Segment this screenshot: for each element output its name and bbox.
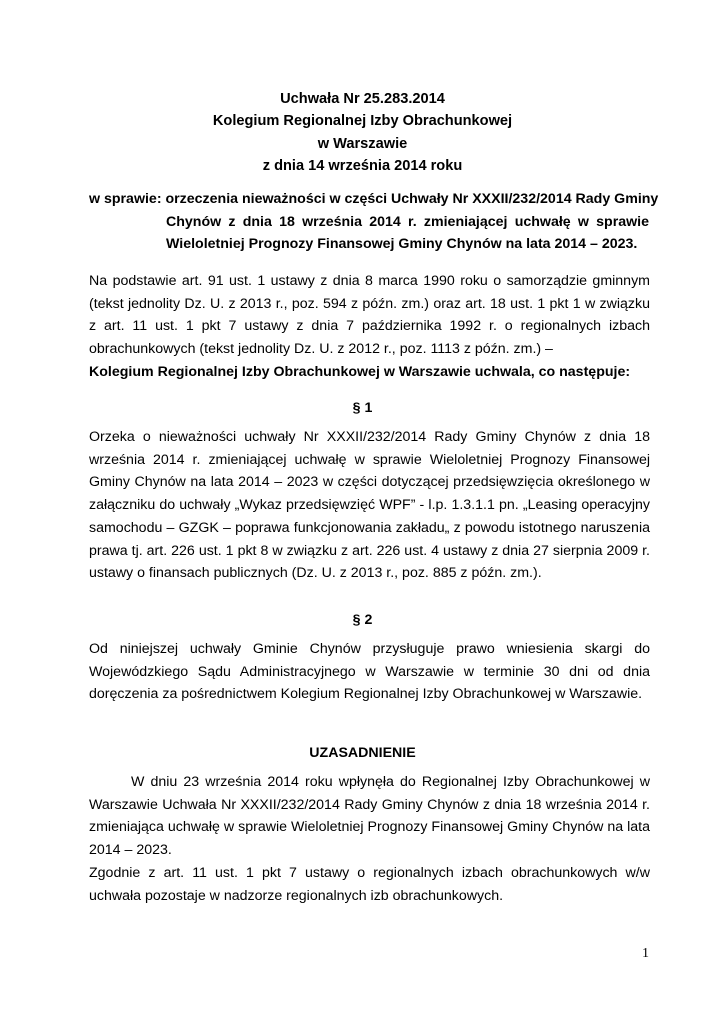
resolution-number: Uchwała Nr 25.283.2014 [280,91,445,107]
section-1-heading: § 1 [352,400,373,416]
document-title [0,88,725,177]
page-number: 1 [642,946,649,961]
legal-basis-text: Na podstawie art. 91 ust. 1 ustawy z dnia 8 marca 1990 roku o samorządzie gminnym (tekst jednolity Dz. U. z 2013 r., poz. 594 z późn. zm.) oraz art. 18 ust. 1 pkt 1 w związku z art. 11 ust. 1 pkt 7 ustawy z dnia 7 października 1992 r. o regionalnych izbach obrachunkowych (tekst jednolity Dz. U. z 2012 r., poz. 1113 z późn. zm.) – [89,273,650,358]
section-1-text: Orzeka o nieważności uchwały Nr XXXII/232/2014 Rady Gminy Chynów z dnia 18 września 2014 r. zmieniającej uchwałę w sprawie Wieloletniej Prognozy Finansowej Gminy Chynów na lata 2014 – 2023 w części dotyczącej przedsięwzięcia określonego w załączniku do uchwały „Wykaz przedsięwzięć WPF” - l.p. 1.3.1.1 pn. „Leasing operacyjny samochodu – GZGK – poprawa funkcjonowania zakładu„ z powodu istotnego naruszenia prawa tj. art. 226 ust. 1 pkt 8 w związku z art. 226 ust. 4 ustawy z dnia 27 sierpnia 2009 r. ustawy o finansach publicznych (Dz. U. z 2013 r., poz. 885 z późn. zm.). [89,429,650,582]
issuing-city: w Warszawie [317,135,408,152]
justification-paragraph-1: W dniu 23 września 2014 roku wpłynęła do Regionalnej Izby Obrachunkowej w Warszawie Uchwała Nr XXXII/232/2014 Rady Gminy Chynów z dnia 18 września 2014 r. zmieniająca uchwałę w sprawie Wieloletniej Prognozy Finansowej Gminy Chynów na lata 2014 – 2023. [89,774,650,859]
resolution-date: z dnia 14 września 2014 roku [262,157,463,174]
legal-basis [89,270,650,384]
justification-body [89,771,650,907]
subject-lead: w sprawie: orzeczenia nieważności w części Uchwały Nr XXXII/232/2014 Rady Gminy [89,191,659,207]
resolution-clause: Kolegium Regionalnej Izby Obrachunkowej w Warszawie uchwala, co następuje: [89,363,631,380]
subject-block [89,188,659,256]
justification-heading: UZASADNIENIE [309,745,416,761]
justification-paragraph-2: Zgodnie z art. 11 ust. 1 pkt 7 ustawy o regionalnych izbach obrachunkowych w/w uchwała pozostaje w nadzorze regionalnych izb obrachunkowych. [89,864,650,904]
issuing-body: Kolegium Regionalnej Izby Obrachunkowej [212,113,513,130]
subject-continuation: Chynów z dnia 18 września 2014 r. zmieniającej uchwałę w sprawie Wieloletniej Prognozy Finansowej Gminy Chynów na lata 2014 – 2023. [166,213,649,252]
section-2-heading: § 2 [352,612,373,628]
section-2-text: Od niniejszej uchwały Gminie Chynów przysługuje prawo wniesienia skargi do Wojewódzkiego Sądu Administracyjnego w Warszawie w terminie 30 dni od dnia doręczenia za pośrednictwem Kolegium Regionalnej Izby Obrachunkowej w Warszawie. [89,641,650,703]
